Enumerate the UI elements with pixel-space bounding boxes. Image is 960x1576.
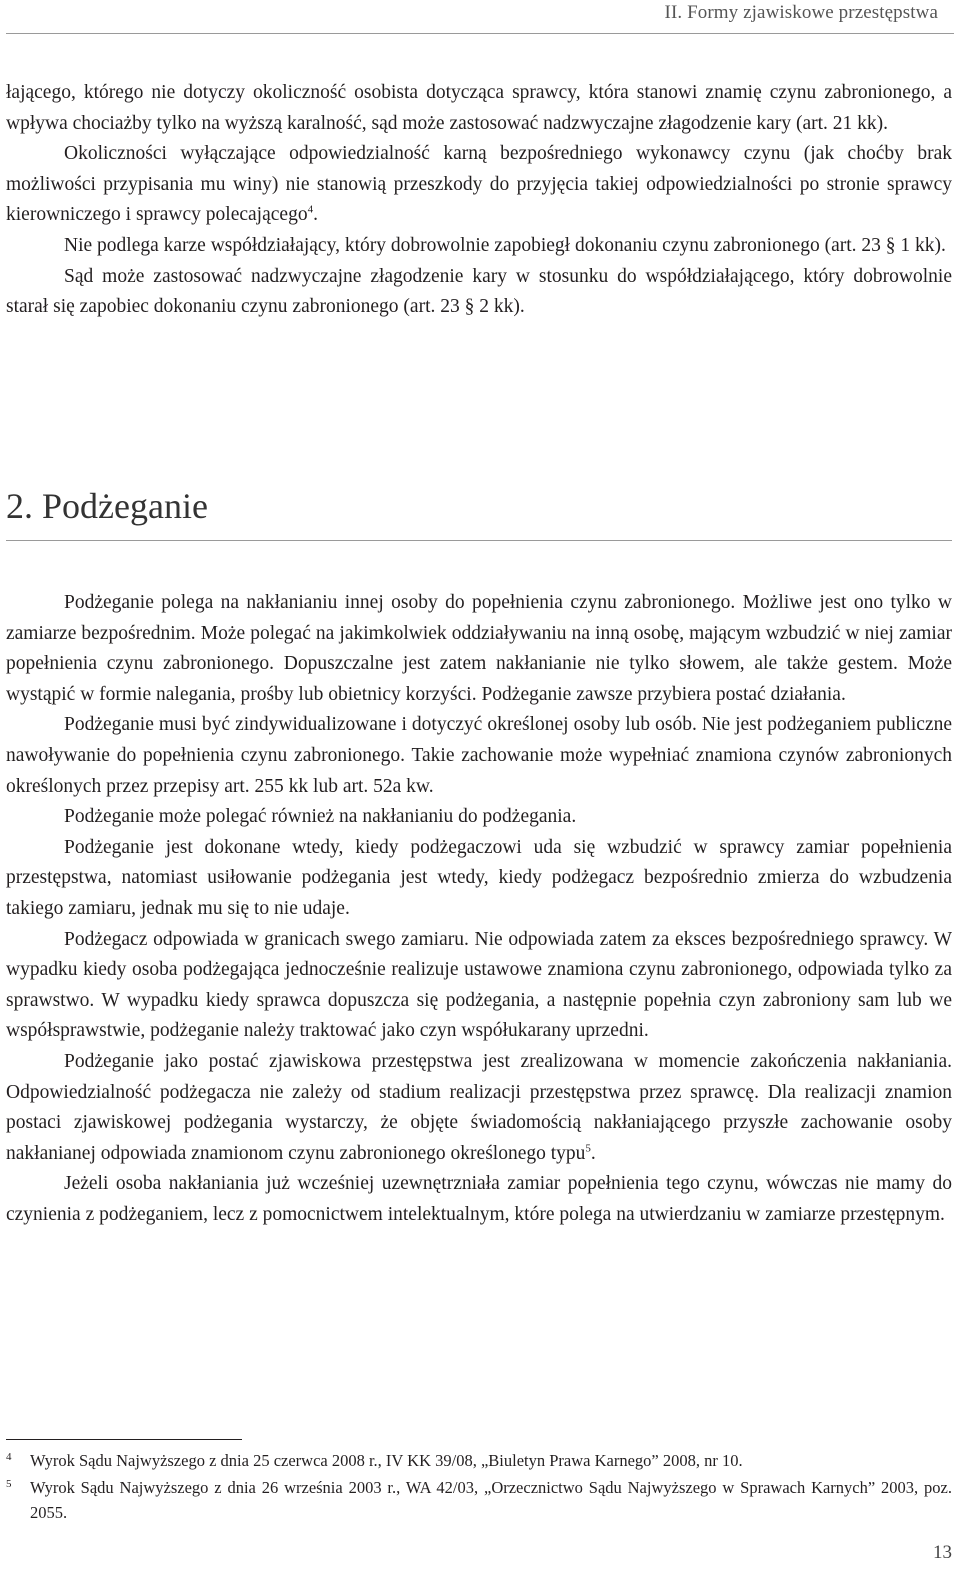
footnote-text: Wyrok Sądu Najwyższego z dnia 25 czerwca 2008 r., IV KK 39/08, „Biuletyn Prawa Karnego” 2008, nr 10. [30,1451,743,1470]
paragraph-individualization: Podżeganie musi być zindywidualizowane i dotyczyć określonej osoby lub osób. Nie jest podżeganiem publiczne nawoływanie do popełnienia czynu zabronionego. Takie zachowanie może wypełniać znamiona czynów zabronionych określonych przez przepisy art. 255 kk lub art. 52a kw. [6,714,952,797]
section-heading-block [6,484,952,541]
paragraph-continuation: łającego, którego nie dotyczy okoliczność osobista dotycząca sprawcy, która stanowi znamię czynu zabronionego, a wpływa chociażby tylko na wyższą karalność, sąd może zastosować nadzwyczajne złagodzenie kary (art. 21 kk). [6,82,952,134]
paragraph-text: Podżeganie jako postać zjawiskowa przestępstwa jest zrealizowana w momencie zakończenia nakłaniania. Odpowiedzialność podżegacza nie zależy od stadium realizacji przestępstwa przez sprawcę. Dla realizacji znamion postaci zjawiskowej podżegania wystarczy, że objęte świadomością nakłaniającego przyszłe zachowanie osoby nakłanianej odpowiada znamionom czynu zabronionego określonego typu [6,1050,952,1164]
top-text-block [6,78,952,323]
paragraph-exclusion-circumstances [6,139,952,231]
running-header: II. Formy zjawiskowe przestępstwa [664,2,938,23]
paragraph-chain-incitement: Podżeganie może polegać również na nakłanianiu do podżegania. [64,806,577,828]
paragraph-completion: Podżeganie jest dokonane wtedy, kiedy podżegaczowi uda się wzbudzić w sprawcy zamiar popełnienia przestępstwa, natomiast usiłowanie podżegania jest wtedy, kiedy podżegacz bezpośrednio zmierza do wzbudzenia takiego zamiaru, jednak mu się to nie udaje. [6,836,952,919]
footnote-ref-4[interactable]: 4 [307,203,314,216]
sentence-end: . [313,204,318,226]
paragraph-liability-limits: Podżegacz odpowiada w granicach swego zamiaru. Nie odpowiada zatem za eksces bezpośredniego sprawcy. W wypadku kiedy osoba podżegająca jednocześnie realizuje ustawowe znamiona czynu zabronionego, odpowiada tylko za sprawstwo. W wypadku kiedy sprawca dopuszcza się podżegania, a następnie popełnia czyn zabroniony sam lub we współsprawstwie, podżeganie należy traktować jako czyn współukarany uprzedni. [6,928,952,1042]
footnote-text: Wyrok Sądu Najwyższego z dnia 26 września 2003 r., WA 42/03, „Orzecznictwo Sądu Najwyższego w Sprawach Karnych” 2003, poz. 2055. [30,1478,952,1522]
section-body [6,588,952,1230]
footnote-ref-5[interactable]: 5 [585,1142,591,1155]
paragraph-realization-moment [6,1047,952,1169]
header-rule [6,33,954,34]
paragraph-intellectual-aid: Jeżeli osoba nakłaniania już wcześniej uzewnętrzniała zamiar popełnienia tego czynu, wówczas nie mamy do czynienia z podżeganiem, lecz z pomocnictwem intelektualnym, które polega na utwierdzaniu w zamiarze przestępnym. [6,1173,952,1225]
sentence-end: . [590,1142,596,1164]
footnotes [6,1448,952,1527]
paragraph-voluntary-prevention: Nie podlega karze współdziałający, który dobrowolnie zapobiegł dokonaniu czynu zabronionego (art. 23 § 1 kk). [64,234,946,256]
paragraph-definition: Podżeganie polega na nakłanianiu innej osoby do popełnienia czynu zabronionego. Możliwe jest ono tylko w zamiarze bezpośrednim. Może polegać na jakimkolwiek oddziaływaniu na inną osobę, mającym wzbudzić w niej zamiar popełnienia czynu zabronionego. Dopuszczalne jest zatem nakłanianie nie tylko słowem, ale także gestem. Może wystąpić w formie nalegania, prośby lub obietnicy korzyści. Podżeganie zawsze przybiera postać działania. [6,592,952,705]
section-rule [6,540,952,541]
footnote-number: 5 [6,1478,12,1490]
paragraph-mitigation: Sąd może zastosować nadzwyczajne złagodzenie kary w stosunku do współdziałającego, który dobrowolnie starał się zapobiec dokonaniu czynu zabronionego (art. 23 § 2 kk). [6,265,952,318]
page-number: 13 [933,1542,952,1563]
footnote-rule [6,1439,242,1440]
footnote-4 [6,1448,952,1473]
paragraph-text: Okoliczności wyłączające odpowiedzialność karną bezpośredniego wykonawcy czynu (jak choćby brak możliwości przypisania mu winy) nie stanowią przeszkody do przyjęcia takiej odpowiedzialności po stronie sprawcy kierowniczego i sprawcy polecającego [6,143,952,226]
footnote-5 [6,1475,952,1525]
section-title: 2. Podżeganie [6,486,208,526]
footnote-number: 4 [6,1451,12,1463]
